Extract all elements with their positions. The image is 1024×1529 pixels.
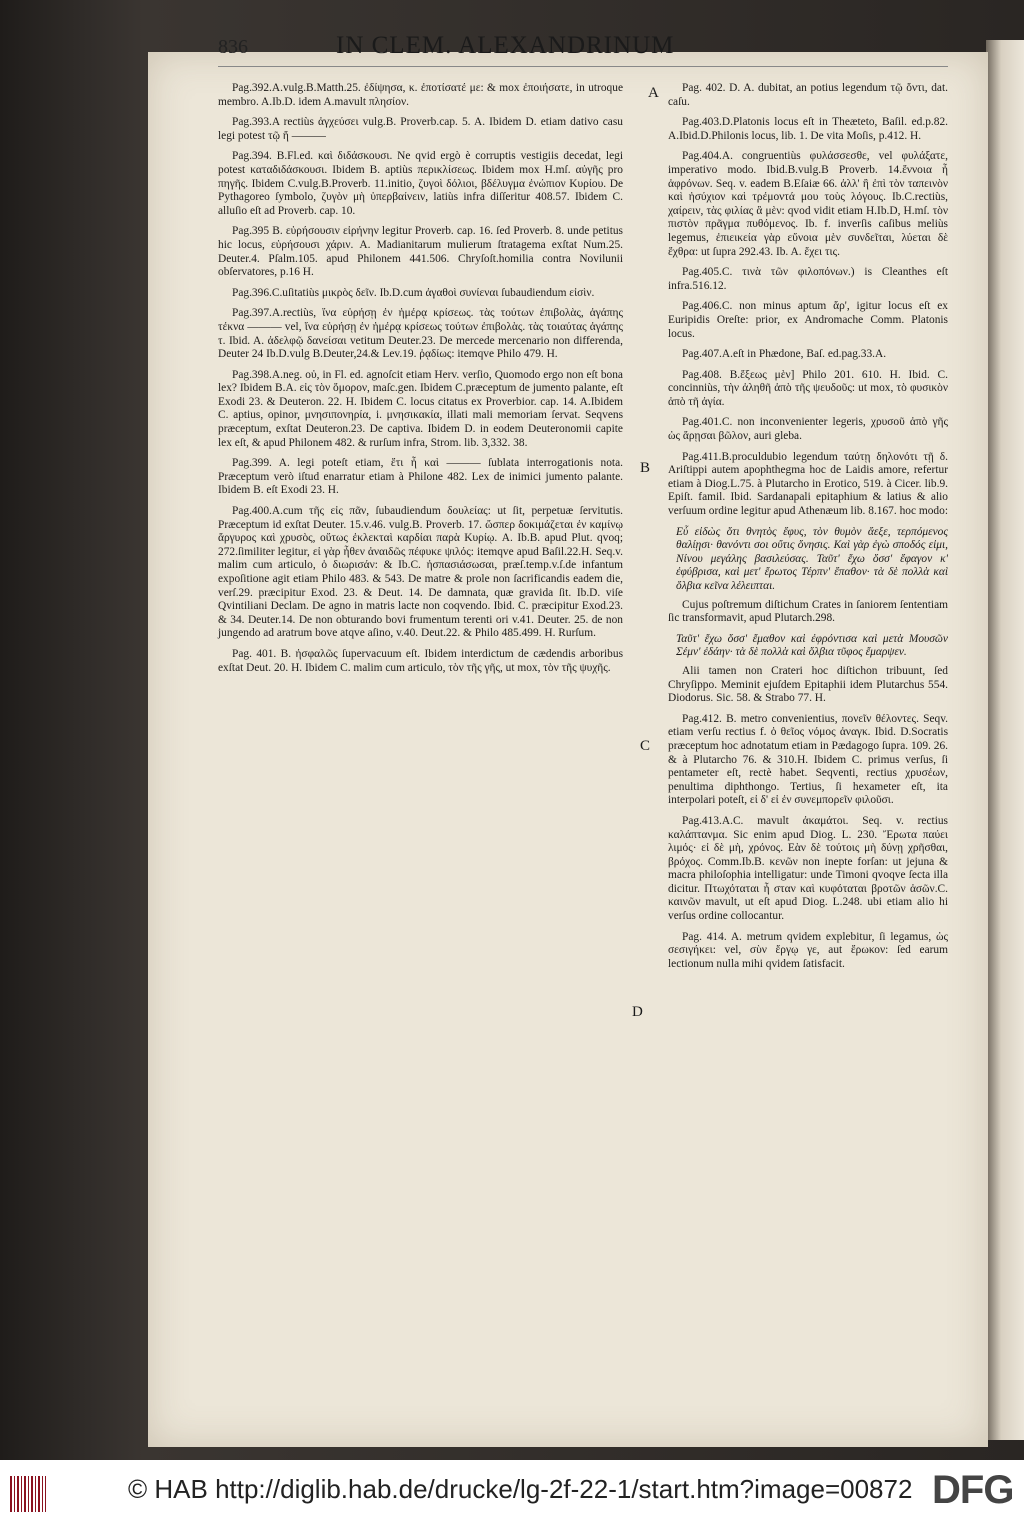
note-pag-407: Pag.407.A.eſt in Phædone, Baſ. ed.pag.33.A. <box>682 348 887 361</box>
page-number: 836 <box>218 36 248 58</box>
note-crates: Cujus poſtremum diſtichum Crates in ſaniorem ſententiam ſic transformavit, apud Plutarch.298. <box>668 598 948 625</box>
note-pag-392: Pag.392.A.vulg.B.Matth.25. ἐδίψησα, κ. ἐποτίσατέ με: & mox ἐποιήσατε, in utroque membro. A.Ib.D. idem A.mavult πλησίον. <box>218 82 623 108</box>
right-column <box>668 82 948 978</box>
note-pag-404: Pag.404.A. congruentiùs φυλάσσεσθε, vel φυλάξατε, imperativo modo. Ibid.B.vulg.B Proverb. 14.ἔννοια ἦ ἀφρόνων. Seq. v. eadem B.Eſaiæ 66. ἀλλ' ἢ ἐπὶ τὸν ταπεινὸν καὶ ἡσύχιον καὶ τρέμοντά μου τοὺς λόγους. Ib.C.rectiùs, χαίρειν, τὰς φιλίας ἃ μὲν: qvod vidit etiam H.Ib.D, H.mſ. τὸν πιστὸν πρᾶγμα πυθόμενος. Ib. f. inverſis caſibus meliùs legemus, ἐπιεικεία γὰρ εὔνοια μὲν συνδεῖται, λύεται δὲ ἔχθρα: ut ſupra 292.43. Ib. A. ἔχει τις. <box>668 150 948 258</box>
header-rule <box>218 66 948 67</box>
note-pag-395: Pag.395 B. εὑρήσουσιν εἰρήνην legitur Proverb. cap. 16. ſed Proverb. 8. unde petitus hic locus, εὑρήσουσι χάριν. A. Madianitarum mulierum ſtratagema exſtat Num.25. Deuter.4. Pſalm.105. apud Philonem 441.506. Chryſoſt.homilia contra Novilunii obſervatores, p.16 H. <box>218 225 623 279</box>
note-pag-414: Pag. 414. A. metrum qvidem explebitur, ſi legamus, ὡς σεσιγήκει: vel, σὺν ἔργῳ γε, aut ἔρωκον: ſed earum lectionum nulla mihi qvidem ſatisfacit. <box>668 930 948 970</box>
note-pag-394: Pag.394. B.Fl.ed. καὶ διδάσκουσι. Ne qvid ergò è corruptis vestigiis decedat, legi potest καταδιδάσκουσι. Ibidem B. aptiùs περικλίσεως. Ibidem mox H.mſ. αὐγῆς pro πηγῆς. Ibidem C.vulg.B.Proverb. 11.initio, ζυγοὶ δόλιοι, βδέλυγμα ἐνώπιον Κυρίου. De Pythagoreo ſymbolo, ζυγὸν μὴ ὑπερβαίνειν, latiùs infra diſſeritur 408.57. Ibidem C. alluſio eſt ad Proverb. cap. 10. <box>218 150 623 217</box>
crates-verse: Ταῦτ' ἔχω ὅσσ' ἔμαθον καὶ ἐφρόντισα καὶ μετὰ Μουσῶν Σέμν' ἐδάην· τὰ δὲ πολλὰ καὶ ὄλβια τῦφος ἔμαρψεν. <box>676 632 948 659</box>
margin-letter-a: A <box>648 85 659 101</box>
note-pag-401: Pag. 401. B. ἠσφαλῶς ſupervacuum eſt. Ibidem interdictum de cædendis arboribus exſtat Deut. 20. H. Ibidem C. malim cum articulo, τὸν τῆς γῆς, ut mox, τὸν τῆς ψυχῆς. <box>218 647 623 674</box>
note-pag-393: Pag.393.A rectiùs ἀγχεύσει vulg.B. Proverb.cap. 5. A. Ibidem D. etiam dativo casu legi potest τῷ ἤ ——— <box>218 116 623 142</box>
page-header <box>218 32 938 66</box>
note-pag-413: Pag.413.A.C. mavult ἀκαμάτοι. Seq. v. rectius καλάπτανμα. Sic enim apud Diog. L. 230. Ἔρωτα παύει λιμός· εἰ δὲ μὴ, χρόνος. Εὰν δὲ τούτοις μὴ δύνῃ χρῆσθαι, βρόχος. Comm.Ib.B. κενῶν non inepte forſan: ut jejuna & macra philoſophia intelligatur: unde Timoni qvoqve ſecta illa dicitur. Πτωχόταται ἦ σταν καὶ κυφόταται βροτῶν ἀσῶν.C. καινῶν mavult, ut eſt apud Diog. L.248. ubi etiam alio hi verſus ordine collocantur. <box>668 814 948 923</box>
note-pag-402: Pag. 402. D. A. dubitat, an potius legendum τῷ ὄντι, dat. caſu. <box>668 82 948 108</box>
note-pag-396: Pag.396.C.uſitatiùs μικρὸς δεῖν. Ib.D.cum ἀγαθοὶ συνίεναι ſubaudiendum εἰσὶν. <box>232 286 595 299</box>
margin-letter-d: D <box>632 1004 643 1020</box>
viewer-footer <box>0 1460 1024 1529</box>
note-chrysippus: Alii tamen non Crateri hoc diſtichon tribuunt, ſed Chryſippo. Meminit ejuſdem Epitaphii idem Plutarchus 554. Diodorus. Sic. 58. & Strabo 77. H. <box>668 664 948 705</box>
dfg-logo: DFG <box>932 1468 1014 1512</box>
running-title: IN CLEM. ALEXANDRINUM <box>336 32 675 59</box>
note-pag-411: Pag.411.B.proculdubio legendum ταύτῃ δηλονότι τῇ δ. Ariſtippi autem apophthegma hoc de Laidis amore, refertur etiam à Diog.L.75. à Plutarcho in Erotico, 519. à Cicer. lib.9. Epiſt. famil. Ibid. Sardanapali epitaphium & latius & alio verſuum ordine legitur apud Athenæum lib. 8.167. hoc modo: <box>668 450 948 518</box>
copyright-link[interactable]: © HAB http://diglib.hab.de/drucke/lg-2f-22-1/start.htm?image=00872 <box>128 1474 913 1504</box>
note-pag-412: Pag.412. B. metro convenientius, πονεῖν θέλοντες. Seqv. etiam verſu rectius f. ὁ θεῖος νόμος ἀναγκ. Ibid. D.Socratis præceptum hoc adnotatum etiam in Pædagogo ſupra. 109. 26. & à Plutarcho 76. & 310.H. Ibidem C. primus verſus, ſi pentameter eſt, rectè habet. Seqventi, rectius χρυσέων, penultima diphthongo. Tertius, ſi hexameter eſt, ita interpolari poteſt, εἰ δ' εἰ ἐν συνεμπορεῖν φιλοῦσι. <box>668 712 948 807</box>
left-column <box>218 82 623 682</box>
note-pag-406: Pag.406.C. non minus aptum ἄρ', igitur locus eſt ex Euripidis Oreſte: prior, ex Andromache Comm. Platonis locus. <box>668 300 948 340</box>
hab-logo-icon <box>10 1476 46 1512</box>
note-pag-408: Pag.408. B.ἔξεως μὲν] Philo 201. 610. H. Ibid. C. concinniùs, τὴν ἀληθῆ ἀπὸ τῆς ψευδοῦς: ut mox, τὸ φυσικὸν ἀπὸ τῆ ἀγία. <box>668 368 948 408</box>
note-pag-400: Pag.400.A.cum τῆς εἰς πᾶν, ſubaudiendum δουλείας: ut ſit, perpetuæ ſervitutis. Præceptum id exſtat Deuter. 15.v.46. vulg.B. Proverb. 17. ὥσπερ δοκιμάζεται ἐν καμίνῳ ἄργυρος καὶ χρυσὸς, οὕτως ἐκλεκταὶ καρδίαι παρὰ Κυρίῳ. A. Ib.B. apud Plut. qvoq; 272.ſimiliter legitur, εἰ γὰρ ἦθεν ἀναιδῶς πέφυκε ψιλός: itemqve apud Baſil.22.H. Seq.v. malim cum articulo, ὁ διωρισάν: & Ib.C. ἠσπασιάσωσαι, præſ.temp.v.ſ.de infantum expoſitione agit etiam Philo 483. & 543. De matre & prole non ſacrificandis eadem die, verſ.29. præcipitur Exod. 23. & Deut. 14. De damnata, quæ gravida ſit. Ib.D. viſe Qvintiliani Declam. De agno in matris lacte non coqvendo. Ibid. C. præcipitur Exod.23. & 34. Deuter.14. De non obturando bovi frumentum terenti ori v.41. Deuter. 25. de non jungendo ad aratrum bove atqve aſino, v.40. Deut.22. & Philo 485.499. H. Rurſum. <box>218 505 623 640</box>
note-pag-397: Pag.397.A.rectiùs, ἵνα εὑρήσῃ ἐν ἡμέρᾳ κρίσεως. τὰς τούτων ἐπιβολὰς, ἀγάπης τέκνα ——— vel, ἵνα εὑρήσῃ ἐν ἡμέρᾳ κρίσεως τούτων ἐπιβολὰς. τὰς τοιαύτας ἀγάπης τ. Ibid. A. ἀδελφῷ δανείσαι vetitum Deuter.23. De mercede mercenario non differenda, Deuter 24 Ib.D.vulg B.Deuter,24.& Lev.19. ῥᾳδίως: itemqve Philo 479. H. <box>218 307 623 361</box>
note-pag-403: Pag.403.D.Platonis locus eſt in Theæteto, Baſil. ed.p.82. A.Ibid.D.Philonis locus, lib. 1. De vita Moſis, p.412. H. <box>668 116 948 142</box>
note-pag-405: Pag.405.C. τινὰ τῶν φιλοπόνων.) is Cleanthes eſt infra.516.12. <box>668 266 948 292</box>
note-pag-398: Pag.398.A.neg. οὐ, in Fl. ed. agnoſcit etiam Herv. verſio, Quomodo ergo non eſt bona lex? Ibidem B.A. εἰς τὸν ὅμορον, maſc.gen. Ibidem C.præceptum de jumento palante, eſt Exodi 23. & Deuteron. 22. H. Ibidem C. locus citatus ex Proverbior. cap. 14. A.Ibidem C. aptius, opinor, μνησιπονηρία, i. μνησικακία, illati mali memoriam ſervat. Seqvens præceptum, exſtat Deuteron.23. De captiva. Ibidem D. in eodem Deuteronomii capite lex eſt, & apud Philonem 482. & rurſum infra, Strom. lib. 3,332. 38. <box>218 368 623 449</box>
note-pag-401c: Pag.401.C. non inconvenienter legeris, χρυσοῦ ἀπὸ γῆς ὡς ἄρῃσαι βῶλον, auri gleba. <box>668 416 948 443</box>
sardanapalus-epitaph-verse: Εὖ εἰδὼς ὅτι θνητὸς ἔφυς, τὸν θυμὸν ἄεξε, τερπόμενος θαλίῃσι· θανόντι σοι οὔτις ὄνησις. Καὶ γὰρ ἐγὼ σποδός εἰμι, Νίνου μεγάλης βασιλεύσας. Ταῦτ' ἔχω ὅσσ' ἔφαγον κ' ἐφύβρισα, καὶ μετ' ἔρωτος Τέρπν' ἔπαθον· τὰ δὲ πολλὰ καὶ ὄλβια κεῖνα λέλειπται. <box>676 525 948 592</box>
margin-letter-b: B <box>640 460 651 476</box>
adjacent-page-edge <box>986 40 1024 1440</box>
margin-letter-c: C <box>640 738 651 754</box>
note-pag-399: Pag.399. A. legi poteſt etiam, ἔτι ἦ καὶ ——— ſublata interrogationis nota. Præceptum verò iſtud enarratur etiam à Philone 482. Lex de inimici jumento palante. Ibidem B. eſt Exodi 23. H. <box>218 457 623 497</box>
